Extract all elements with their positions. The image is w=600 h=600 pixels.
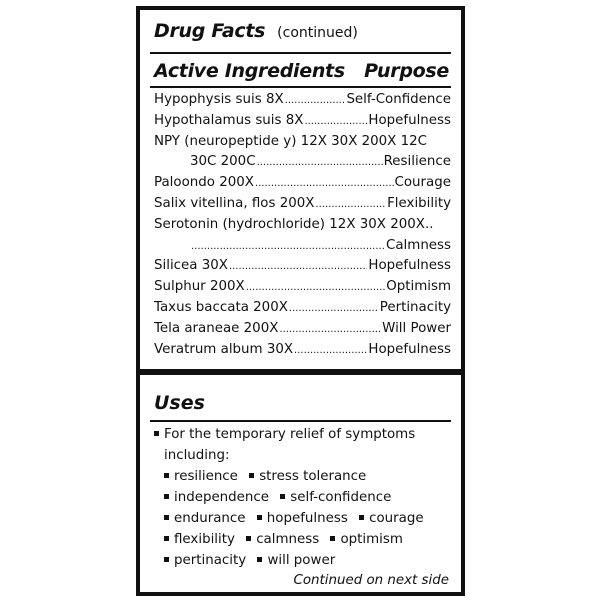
bullet-icon — [164, 557, 169, 562]
uses-list — [154, 424, 451, 571]
bullet-icon — [249, 473, 254, 478]
ingredient-name: Paloondo 200X — [154, 175, 254, 191]
ingredient-name: Hypothalamus suis 8X — [154, 112, 304, 128]
ingredient-name: NPY (neuropeptide y) 12X 30X 200X 12C — [154, 133, 427, 149]
ingredient-purpose: Optimism — [386, 279, 451, 295]
ingredient-name: Sulphur 200X — [154, 279, 245, 295]
bullet-icon — [164, 494, 169, 499]
ingredient-name: Hypophysis suis 8X — [154, 92, 284, 107]
header-rule — [150, 52, 451, 54]
leader-dots — [246, 277, 386, 299]
ingredient-row — [154, 340, 451, 361]
uses-keyword-line — [154, 550, 451, 571]
uses-intro-text: For the temporary relief of symptoms — [164, 427, 416, 442]
leader-dots — [315, 194, 386, 216]
leader-dots — [257, 152, 383, 174]
ingredient-row — [154, 215, 451, 236]
ingredients-rule — [150, 86, 451, 88]
ingredient-row — [154, 111, 451, 132]
uses-keyword: independence — [174, 490, 269, 505]
ingredient-purpose: Resilience — [383, 154, 451, 170]
ingredient-name: Taxus baccata 200X — [154, 299, 288, 315]
ingredient-purpose: Hopefulness — [368, 258, 451, 274]
uses-keyword-line — [154, 487, 451, 508]
uses-keyword-line — [154, 529, 451, 550]
ingredient-purpose: Flexibility — [387, 195, 451, 211]
uses-keyword: endurance — [174, 511, 246, 526]
ingredient-name: Salix vitellina, flos 200X — [154, 195, 315, 211]
purpose-heading: Purpose — [364, 60, 449, 82]
ingredient-row — [154, 152, 451, 173]
uses-intro-text: including: — [164, 448, 230, 463]
ingredients-list — [154, 90, 451, 360]
bullet-icon — [257, 515, 262, 520]
ingredient-row — [154, 298, 451, 319]
ingredient-row — [154, 256, 451, 277]
ingredient-row — [154, 173, 451, 194]
leader-dots — [294, 340, 367, 362]
ingredient-purpose: Hopefulness — [368, 112, 451, 128]
ingredient-row — [154, 319, 451, 340]
uses-keyword: resilience — [174, 469, 238, 484]
uses-keyword: pertinacity — [174, 553, 247, 568]
ingredient-purpose: Pertinacity — [379, 299, 451, 315]
uses-intro-line — [154, 424, 451, 445]
leader-dots — [289, 298, 379, 320]
uses-keyword-line — [154, 508, 451, 529]
leader-dots — [304, 111, 367, 133]
bullet-icon — [164, 515, 169, 520]
uses-keyword: courage — [369, 511, 424, 526]
ingredient-purpose: Hopefulness — [368, 341, 451, 357]
active-ingredients-heading: Active Ingredients — [154, 60, 345, 82]
ingredient-purpose: Courage — [394, 175, 451, 191]
ingredient-name: Veratrum album 30X — [154, 341, 294, 357]
ingredient-row — [154, 277, 451, 298]
leader-dots — [279, 319, 381, 341]
drug-facts-header — [154, 20, 358, 46]
bullet-icon — [164, 473, 169, 478]
ingredient-row — [154, 194, 451, 215]
uses-keyword: stress tolerance — [259, 469, 367, 484]
leader-dots — [285, 90, 346, 112]
ingredient-row — [154, 90, 451, 111]
ingredient-row — [154, 132, 451, 153]
drug-facts-panel — [136, 6, 465, 596]
ingredient-name: Tela araneae 200X — [154, 320, 279, 336]
bullet-icon — [359, 515, 364, 520]
ingredient-row — [154, 236, 451, 257]
uses-keyword: flexibility — [174, 532, 235, 547]
drug-facts-title: Drug Facts — [154, 20, 266, 42]
bullet-icon — [257, 557, 262, 562]
bullet-icon — [280, 494, 285, 499]
bullet-icon — [246, 536, 251, 541]
ingredient-name: Serotonin (hydrochloride) 12X 30X 200X.. — [154, 216, 434, 232]
uses-keyword: calmness — [256, 532, 320, 547]
ingredient-purpose: Will Power — [382, 320, 451, 336]
leader-dots — [229, 256, 367, 278]
ingredients-header — [154, 60, 449, 82]
uses-keyword: hopefulness — [266, 511, 348, 526]
uses-heading: Uses — [154, 392, 205, 414]
uses-keyword-line — [154, 466, 451, 487]
continued-on-next-side: Continued on next side — [293, 573, 449, 588]
bullet-icon — [330, 536, 335, 541]
uses-keyword: optimism — [340, 532, 403, 547]
uses-intro-line — [154, 445, 451, 466]
ingredient-purpose: Calmness — [386, 237, 451, 253]
leader-dots — [255, 173, 394, 195]
ingredient-purpose: Self-Confidence — [346, 92, 451, 107]
bullet-icon — [164, 536, 169, 541]
ingredient-name: Silicea 30X — [154, 258, 228, 274]
leader-dots — [191, 236, 385, 258]
bullet-icon — [154, 431, 159, 436]
uses-rule — [150, 420, 451, 422]
uses-keyword: will power — [267, 553, 336, 568]
section-divider — [140, 369, 461, 375]
uses-keyword: self-confidence — [290, 490, 392, 505]
ingredient-name: 30C 200C — [190, 154, 256, 170]
continued-label: (continued) — [277, 25, 358, 41]
